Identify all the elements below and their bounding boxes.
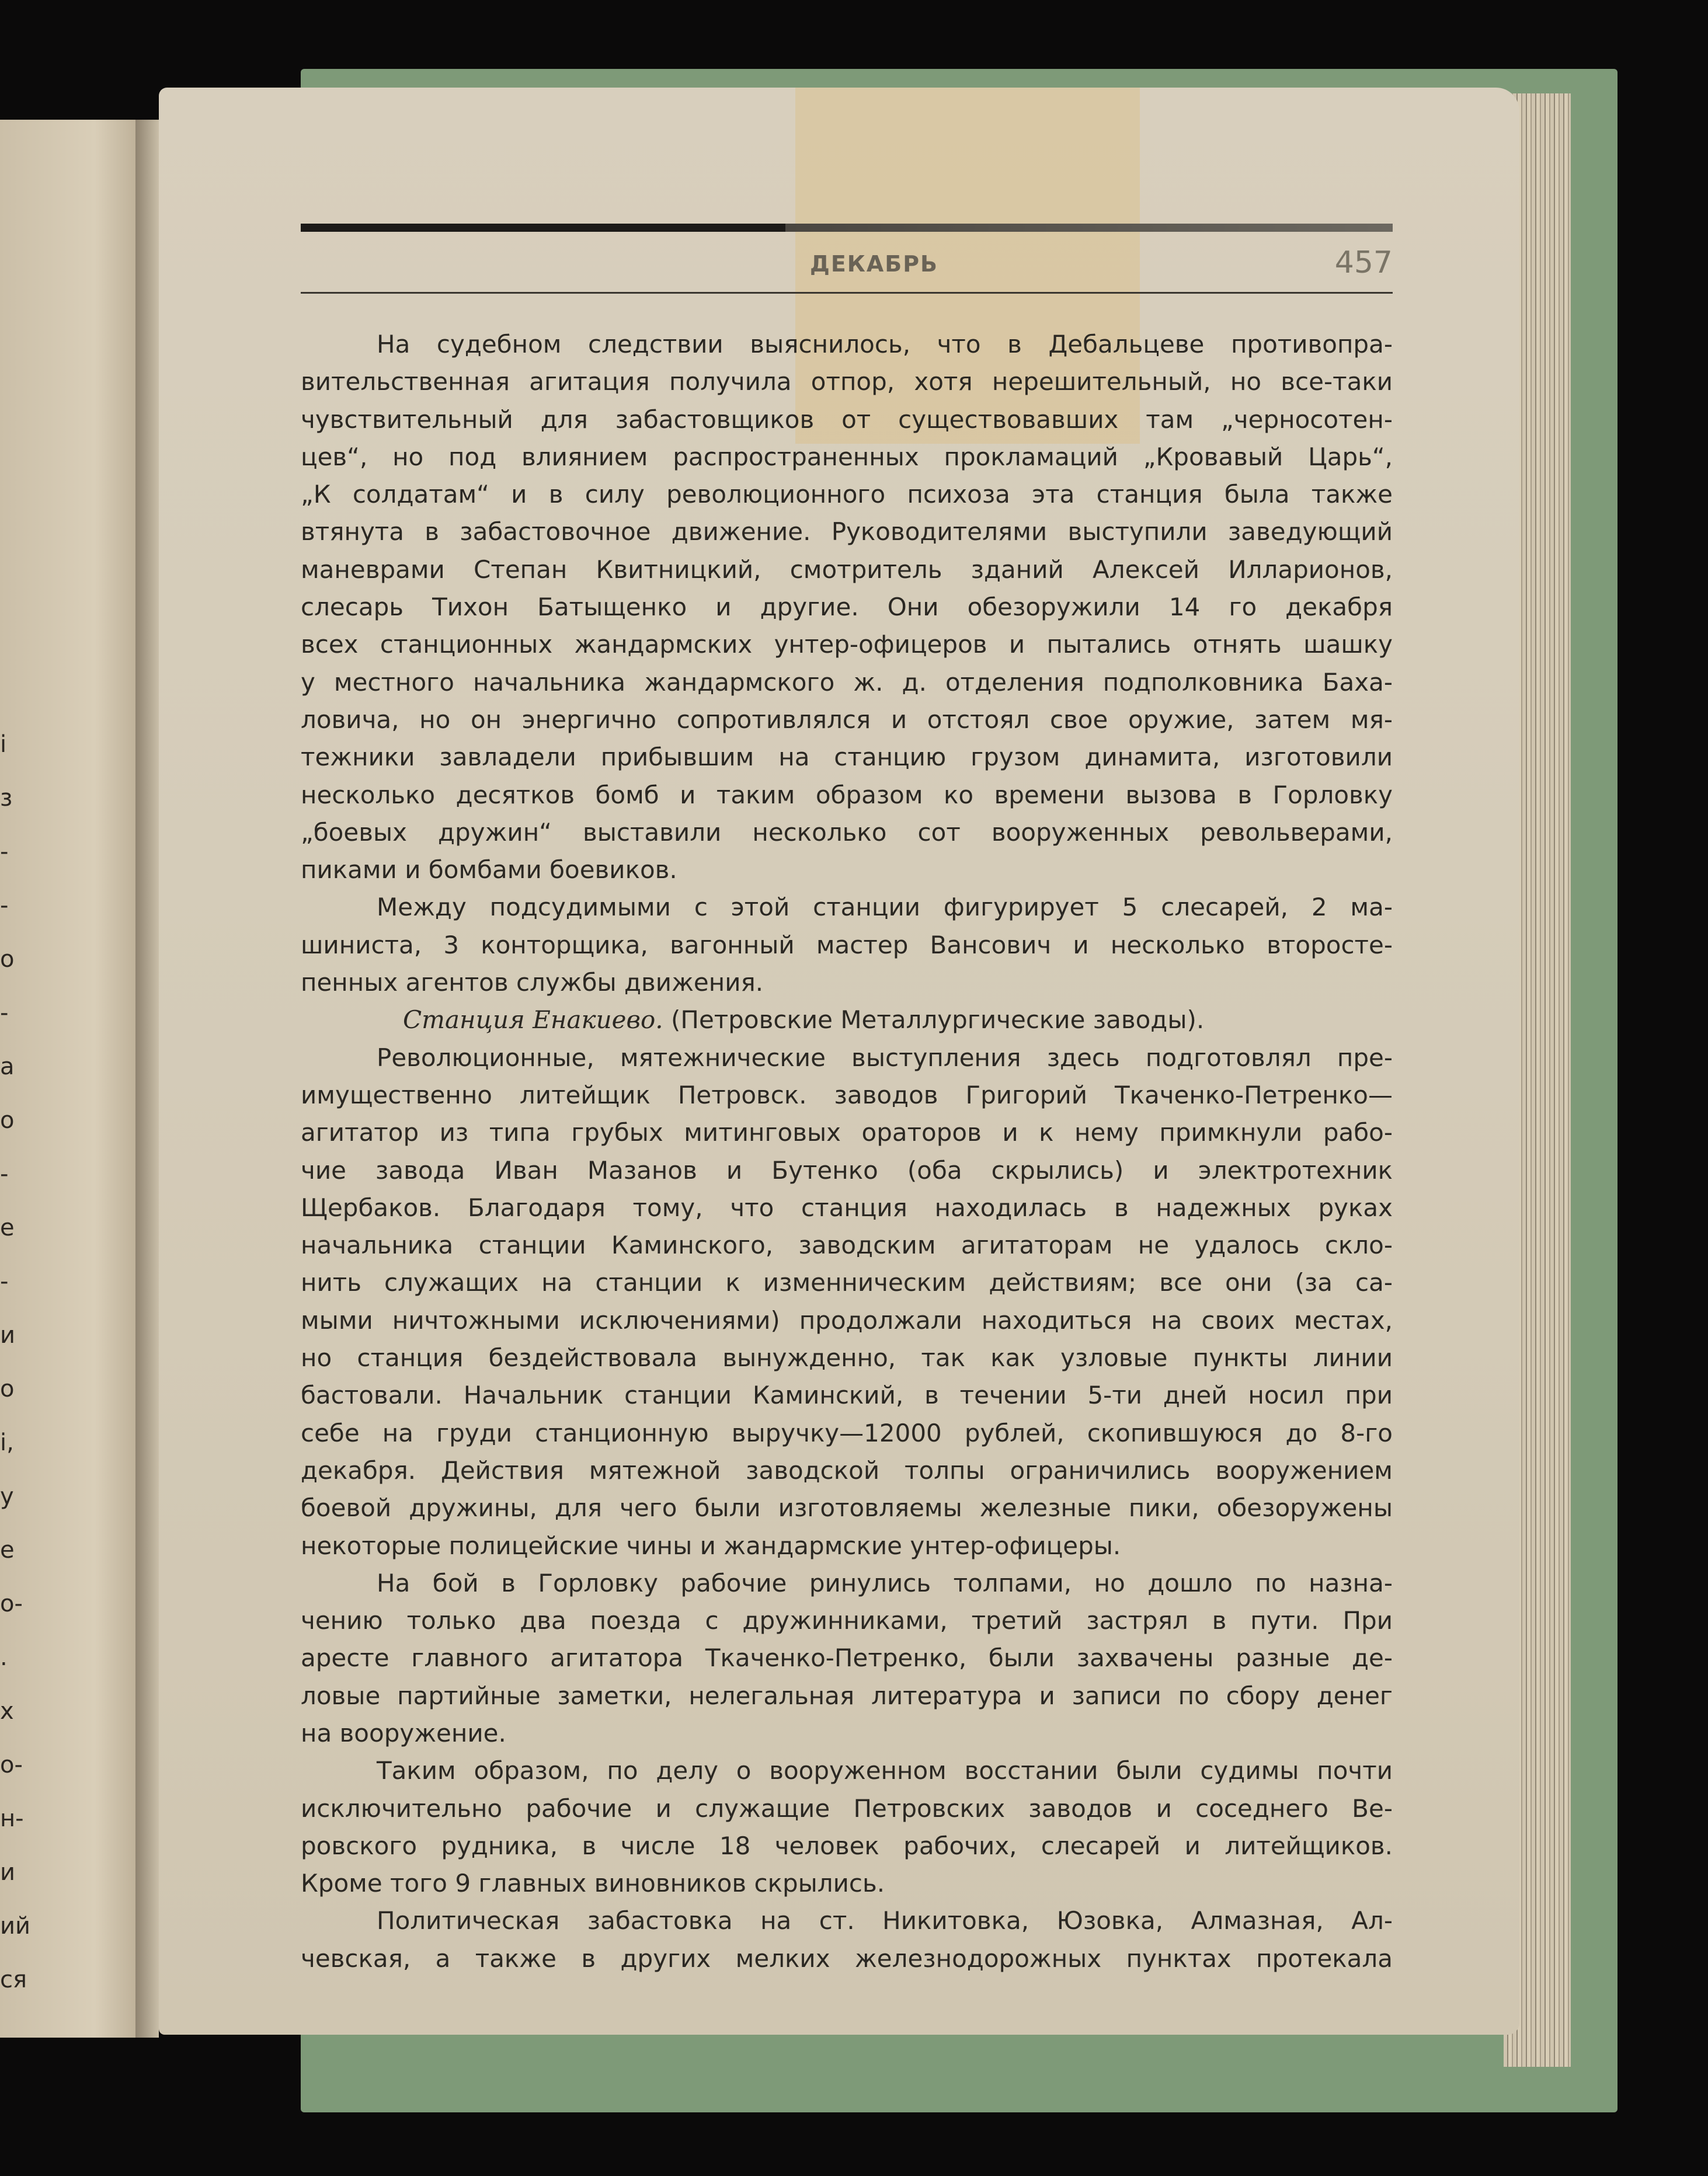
text-line: ловича, но он энергично сопротивлялся и отстоял свое оружие, затем мя- <box>301 705 1393 734</box>
left-page-fragment: и <box>0 1322 15 1349</box>
text-line: „боевых дружин“ выставили несколько сот вооруженных револьверами, <box>301 817 1393 847</box>
body-text <box>301 326 1393 1977</box>
left-page-fragment: з <box>0 785 13 812</box>
text-line: чувствительный для забастовщиков от существовавших там „черносотен- <box>301 405 1393 434</box>
left-page-fragment: - <box>0 892 9 919</box>
left-page-fragment: о- <box>0 1590 23 1617</box>
text-line: но станция бездействовала вынужденно, так как узловые пункты линии <box>301 1343 1393 1373</box>
left-page-fragment: у <box>0 1483 14 1510</box>
text-line: тежники завладели прибывшим на станцию грузом динамита, изготовили <box>301 743 1393 772</box>
left-page-fragment: о- <box>0 1752 23 1778</box>
left-page-fragment: і, <box>0 1429 14 1456</box>
left-page-fragment: ся <box>0 1966 27 1993</box>
left-page-fragment: и <box>0 1859 15 1886</box>
text-line: чевская, а также в других мелких железнодорожных пунктах протекала <box>301 1944 1393 1973</box>
text-line: Кроме того 9 главных виновников скрылись. <box>301 1869 885 1898</box>
left-page-fragment: о <box>0 1376 15 1402</box>
book-page <box>159 88 1519 2035</box>
text-line: чие завода Иван Мазанов и Бутенко (оба скрылись) и электротехник <box>301 1155 1393 1185</box>
text-line: пенных агентов службы движения. <box>301 968 764 997</box>
left-page-fragment: е <box>0 1537 15 1564</box>
text-line: маневрами Степан Квитницкий, смотритель зданий Алексей Илларионов, <box>301 555 1393 584</box>
page-number: 457 <box>1334 245 1393 280</box>
text-line: шиниста, 3 конторщика, вагонный мастер Вансович и несколько второсте- <box>301 930 1393 959</box>
text-line: исключительно рабочие и служащие Петровских заводов и соседнего Ве- <box>301 1794 1393 1823</box>
text-line: На судебном следствии выяснилось, что в Дебальцеве противопра- <box>377 330 1393 358</box>
left-page-fragment: о <box>0 946 15 973</box>
text-line: у местного начальника жандармского ж. д. отделения подполковника Баха- <box>301 667 1393 697</box>
header-rule-bottom <box>301 292 1393 294</box>
text-line: несколько десятков бомб и таким образом ко времени вызова в Горловку <box>301 780 1393 809</box>
station-heading-note: (Петровские Металлургические заводы). <box>670 1005 1205 1035</box>
left-page-fragment: - <box>0 1268 9 1295</box>
text-line: начальника станции Каминского, заводским агитаторам не удалось скло- <box>301 1231 1393 1260</box>
text-line: боевой дружины, для чего были изготовляемы железные пики, обезоружены <box>301 1493 1393 1523</box>
text-line: на вооружение. <box>301 1718 506 1747</box>
text-line: слесарь Тихон Батыщенко и другие. Они обезоружили 14 го декабря <box>301 593 1393 622</box>
text-line: На бой в Горловку рабочие ринулись толпами, но дошло по назна- <box>377 1568 1393 1597</box>
text-line: агитатор из типа грубых митинговых ораторов и к нему примкнули рабо- <box>301 1118 1393 1147</box>
header-rule-top <box>301 224 1393 232</box>
left-page-fragment: н- <box>0 1805 24 1832</box>
text-line: всех станционных жандармских унтер-офицеров и пытались отнять шашку <box>301 630 1393 659</box>
left-page-fragment: а <box>0 1053 15 1080</box>
text-line: некоторые полицейские чины и жандармские унтер-офицеры. <box>301 1531 1121 1560</box>
text-line: имущественно литейщик Петровск. заводов Григорий Ткаченко-Петренко— <box>301 1080 1393 1109</box>
left-page-fragment: - <box>0 1000 9 1026</box>
left-page-fragment: - <box>0 1161 9 1188</box>
text-line: вительственная агитация получила отпор, хотя нерешительный, но все-таки <box>301 367 1393 396</box>
text-line: „К солдатам“ и в силу революционного психоза эта станция была также <box>301 480 1393 509</box>
running-header-title: ДЕКАБРЬ <box>809 251 939 277</box>
book-spine <box>135 120 159 2038</box>
text-line: бастовали. Начальник станции Каминский, в течении 5-ти дней носил при <box>301 1381 1393 1410</box>
left-page-fragment: . <box>0 1644 8 1671</box>
text-line: Между подсудимыми с этой станции фигурирует 5 слесарей, 2 ма- <box>377 893 1393 922</box>
text-line: Таким образом, по делу о вооруженном восстании были судимы почти <box>377 1756 1393 1785</box>
left-page-fragment: ий <box>0 1913 30 1940</box>
text-line: чению только два поезда с дружинниками, третий застрял в пути. При <box>301 1606 1393 1635</box>
text-line: декабря. Действия мятежной заводской толпы ограничились вооружением <box>301 1456 1393 1485</box>
text-line: ловые партийные заметки, нелегальная литература и записи по сбору денег <box>301 1681 1393 1710</box>
left-page-fragment: х <box>0 1698 14 1725</box>
left-page-fragment: і <box>0 731 7 758</box>
text-line: мыми ничтожными исключениями) продолжали находиться на своих местах, <box>301 1305 1393 1335</box>
text-line: Щербаков. Благодаря тому, что станция находилась в надежных руках <box>301 1193 1393 1222</box>
text-line: втянута в забастовочное движение. Руководителями выступили заведующий <box>301 517 1393 546</box>
text-line: аресте главного агитатора Ткаченко-Петренко, были захвачены разные де- <box>301 1644 1393 1673</box>
text-line: нить служащих на станции к изменническим действиям; все они (за са- <box>301 1268 1393 1297</box>
text-line: пиками и бомбами боевиков. <box>301 855 677 885</box>
text-line: Политическая забастовка на ст. Никитовка, Юзовка, Алмазная, Ал- <box>377 1906 1393 1935</box>
left-page-fragment: е <box>0 1214 15 1241</box>
left-facing-page <box>0 120 135 2038</box>
text-line: ровского рудника, в числе 18 человек рабочих, слесарей и литейщиков. <box>301 1831 1393 1860</box>
left-page-fragment: - <box>0 838 9 865</box>
station-heading-line <box>301 1001 1393 1039</box>
left-page-fragment: о <box>0 1107 15 1134</box>
text-line: себе на груди станционную выручку—12000 рублей, скопившуюся до 8-го <box>301 1418 1393 1447</box>
station-heading: Станция Енакиево. <box>403 1005 663 1035</box>
text-line: цев“, но под влиянием распространенных прокламаций „Кровавый Царь“, <box>301 442 1393 471</box>
text-line: Революционные, мятежнические выступления здесь подготовлял пре- <box>377 1043 1393 1072</box>
